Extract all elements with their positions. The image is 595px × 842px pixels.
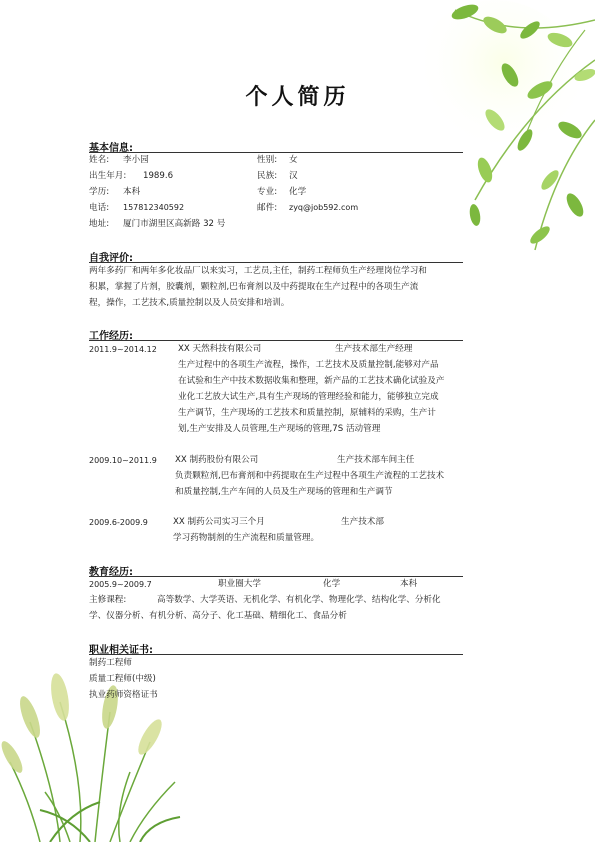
address-value: 厦门市湖里区高新路 32 号 bbox=[123, 219, 226, 229]
email-label: 邮件: bbox=[257, 203, 278, 213]
education-label: 学历: bbox=[89, 187, 110, 197]
work-position: 生产技术部车间主任 bbox=[337, 455, 415, 465]
work-period: 2009.10~2011.9 bbox=[89, 456, 157, 465]
leaves-decoration bbox=[345, 0, 595, 300]
section-divider bbox=[89, 576, 463, 577]
self-eval-line: 程，操作，工艺技术,质量控制以及人员安排和培训。 bbox=[89, 298, 290, 308]
edu-major: 化学 bbox=[323, 579, 341, 589]
work-desc-line: 学习药物制剂的生产流程和质量管理。 bbox=[173, 533, 320, 543]
address-label: 地址: bbox=[89, 219, 110, 229]
work-company: XX 制药公司实习三个月 bbox=[173, 517, 265, 527]
grass-decoration bbox=[0, 642, 190, 842]
page-title: 个人简历 bbox=[245, 84, 350, 110]
work-company: XX 天然科技有限公司 bbox=[178, 344, 262, 354]
name-value: 李小园 bbox=[123, 155, 149, 165]
email-value: zyq@job592.com bbox=[289, 203, 359, 212]
work-desc-line: 和质量控制,生产车间的人员及生产现场的管理和生产调节 bbox=[175, 487, 393, 497]
work-desc-line: 业化工艺放大试生产,具有生产现场的管理经验和能力，能够独立完成 bbox=[178, 392, 439, 402]
major-label: 专业: bbox=[257, 187, 278, 197]
edu-school: 职业圈大学 bbox=[218, 579, 261, 589]
self-eval-line: 两年多药厂和两年多化妆品厂以来实习，工艺员,主任，制药工程师负生产经理岗位学习和 bbox=[89, 266, 427, 276]
edu-degree: 本科 bbox=[400, 579, 418, 589]
edu-period: 2005.9~2009.7 bbox=[89, 580, 152, 589]
work-desc-line: 划,生产安排及人员管理,生产现场的管理,7S 活动管理 bbox=[178, 424, 381, 434]
work-position: 生产技术部 bbox=[341, 517, 384, 527]
phone-value: 157812340592 bbox=[123, 203, 185, 212]
section-basic-heading: 基本信息: bbox=[89, 143, 133, 154]
work-desc-line: 生产过程中的各项生产流程，操作，工艺技术及质量控制,能够对产品 bbox=[178, 360, 439, 370]
courses-label: 主修课程: bbox=[89, 595, 127, 605]
major-value: 化学 bbox=[289, 187, 307, 197]
work-desc-line: 生产调节，生产现场的工艺技术和质量控制，原辅料的采购，生产计 bbox=[178, 408, 436, 418]
work-desc-line: 负责颗粒剂,巴布膏剂和中药提取在生产过程中各项生产流程的工艺技术 bbox=[175, 471, 445, 481]
ethnicity-value: 汉 bbox=[289, 171, 298, 181]
section-self-eval-heading: 自我评价: bbox=[89, 253, 133, 264]
work-desc-line: 在试验和生产中技术数据收集和整理，新产品的工艺技术确化试验及产 bbox=[178, 376, 445, 386]
name-label: 姓名: bbox=[89, 155, 110, 165]
work-period: 2009.6-2009.9 bbox=[89, 518, 148, 527]
section-divider bbox=[89, 152, 463, 153]
section-divider bbox=[89, 262, 463, 263]
birth-value: 1989.6 bbox=[143, 171, 174, 181]
cert-item: 执业药师资格证书 bbox=[89, 690, 158, 700]
gender-label: 性别: bbox=[257, 155, 278, 165]
work-company: XX 制药股份有限公司 bbox=[175, 455, 259, 465]
section-divider bbox=[89, 654, 463, 655]
education-value: 本科 bbox=[123, 187, 141, 197]
work-period: 2011.9~2014.12 bbox=[89, 345, 157, 354]
ethnicity-label: 民族: bbox=[257, 171, 278, 181]
phone-label: 电话: bbox=[89, 203, 110, 213]
self-eval-line: 积累，掌握了片剂，胶囊剂，颗粒剂,巴布膏剂以及中药提取在生产过程中的各项生产流 bbox=[89, 282, 419, 292]
section-divider bbox=[89, 340, 463, 341]
cert-item: 质量工程师(中级) bbox=[89, 674, 156, 684]
courses-line: 学、仪器分析、有机分析、高分子、化工基础、精细化工、食品分析 bbox=[89, 611, 347, 621]
section-edu-heading: 教育经历: bbox=[89, 567, 133, 578]
section-work-heading: 工作经历: bbox=[89, 331, 133, 342]
birth-label: 出生年月: bbox=[89, 171, 127, 181]
work-position: 生产技术部生产经理 bbox=[335, 344, 413, 354]
gender-value: 女 bbox=[289, 155, 298, 165]
section-certs-heading: 职业相关证书: bbox=[89, 645, 153, 656]
cert-item: 制药工程师 bbox=[89, 658, 132, 668]
courses-line: 高等数学、大学英语、无机化学、有机化学、物理化学、结构化学、分析化 bbox=[157, 595, 441, 605]
